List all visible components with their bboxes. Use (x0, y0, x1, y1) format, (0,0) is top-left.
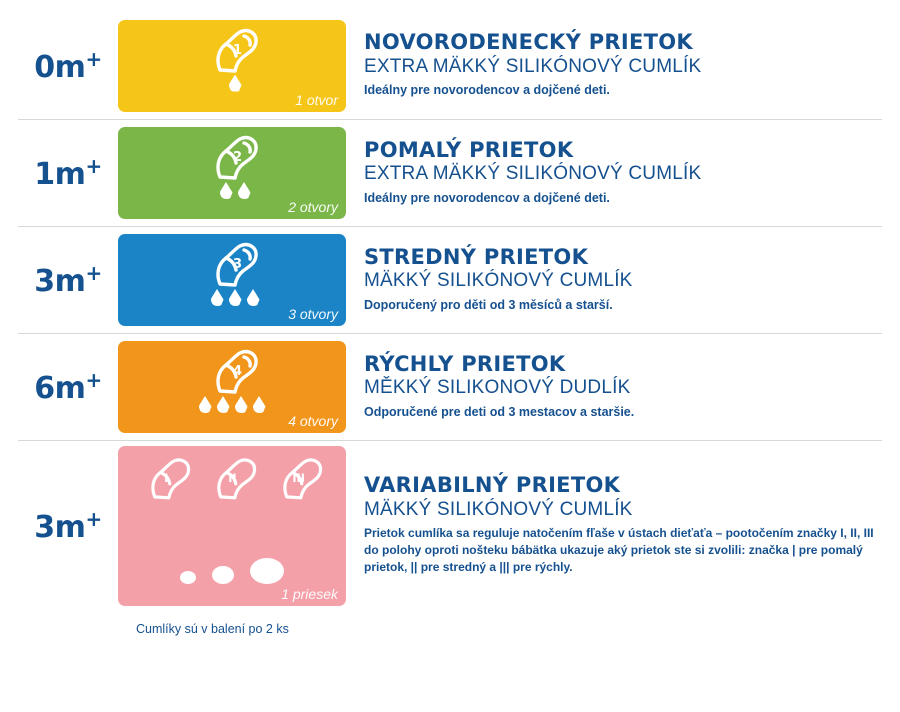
flow-heading: RÝCHLY PRIETOK (364, 351, 566, 376)
flow-subheading: MÄKKÝ SILIKÓNOVÝ CUMLÍK (364, 270, 633, 292)
flow-heading: POMALÝ PRIETOK (364, 137, 574, 162)
color-swatch-3 (118, 341, 346, 433)
row-text (346, 31, 882, 100)
svg-text:1: 1 (233, 42, 243, 58)
holes-caption: 1 otvor (295, 91, 338, 108)
holes-caption: 1 priesek (281, 585, 338, 602)
holes-caption: 3 otvory (288, 306, 338, 322)
drop-indicator (118, 289, 346, 306)
table-row (18, 333, 882, 440)
drop-icon (199, 396, 212, 413)
slot-large-icon (250, 558, 284, 584)
flow-heading: STREDNÝ PRIETOK (364, 244, 589, 269)
flow-description: Prietok cumlíka sa reguluje natočením fľaše v ústach dieťaťa – pootočením značky I, II, III do polohy oproti nošteku bábätka ukazuje aký prietok ste si zvolili: značka | pre pomalý prietok, || pre stredný a ||| pre rýchly. (364, 526, 874, 575)
drop-indicator (118, 75, 346, 92)
color-swatch-4 (118, 446, 346, 606)
drop-icon (229, 75, 242, 92)
nipple-icon (118, 238, 346, 294)
drop-icon (211, 289, 224, 306)
drop-icon (229, 289, 242, 306)
flow-description: Ideálny pre novorodencov a dojčené deti. (364, 83, 610, 98)
flow-subheading: EXTRA MÄKKÝ SILIKÓNOVÝ CUMLÍK (364, 55, 702, 77)
nipple-variable-icon (118, 452, 346, 508)
age-label: 6m+ (34, 368, 102, 406)
age-label: 0m+ (34, 46, 102, 85)
nipple-icon (118, 24, 346, 80)
drop-icon (247, 289, 260, 306)
drop-icon (238, 182, 251, 199)
color-swatch-0 (118, 20, 346, 112)
drop-icon (220, 182, 233, 199)
svg-text:2: 2 (233, 150, 243, 165)
drop-icon (217, 396, 230, 413)
row-text (346, 246, 882, 315)
table-row (18, 12, 882, 119)
table-row (18, 440, 882, 610)
row-text (346, 474, 882, 576)
age-label: 3m+ (34, 506, 102, 545)
drop-icon (253, 396, 266, 413)
row-text (346, 139, 882, 208)
footnote: Cumlíky sú v balení po 2 ks (136, 622, 289, 636)
age-label: 1m+ (34, 154, 102, 192)
svg-text:3: 3 (233, 257, 243, 272)
flow-heading: VARIABILNÝ PRIETOK (364, 473, 621, 498)
flow-description: Odporučené pre deti od 3 mestacov a staršie. (364, 404, 635, 419)
color-swatch-1 (118, 127, 346, 219)
age-label: 3m+ (34, 261, 102, 299)
slot-indicator (118, 558, 346, 584)
flow-heading: NOVORODENECKÝ PRIETOK (364, 30, 693, 55)
slot-small-icon (180, 571, 196, 584)
nipple-icon (118, 345, 346, 401)
drop-indicator (118, 182, 346, 199)
table-row (18, 226, 882, 333)
holes-caption: 4 otvory (288, 413, 338, 429)
slot-medium-icon (212, 566, 234, 584)
table-row (18, 119, 882, 226)
flow-subheading: EXTRA MÄKKÝ SILIKÓNOVÝ CUMLÍK (364, 163, 702, 185)
drop-icon (235, 396, 248, 413)
svg-text:III: III (292, 471, 305, 485)
flow-description: Doporučený pro děti od 3 měsíců a starší. (364, 297, 613, 312)
flow-description: Ideálny pre novorodencov a dojčené deti. (364, 190, 610, 205)
svg-text:II: II (228, 471, 237, 485)
row-text (346, 353, 882, 422)
svg-text:I: I (164, 471, 169, 485)
flow-subheading: MĚKKÝ SILIKONOVÝ DUDLÍK (364, 377, 631, 399)
color-swatch-2 (118, 234, 346, 326)
holes-caption: 2 otvory (288, 199, 338, 215)
drop-indicator (118, 396, 346, 413)
flow-subheading: MÄKKÝ SILIKÓNOVÝ CUMLÍK (364, 499, 633, 520)
svg-text:4: 4 (233, 364, 243, 379)
nipple-icon (118, 131, 346, 187)
